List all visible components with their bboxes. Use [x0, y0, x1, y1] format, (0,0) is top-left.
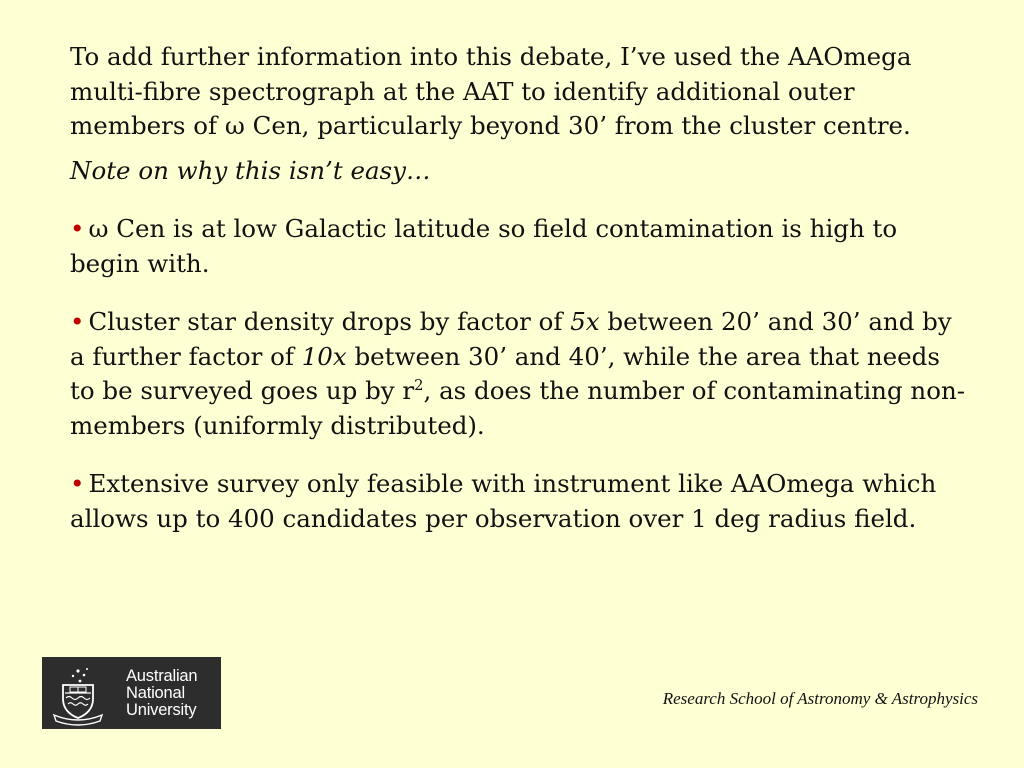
bullet-2-factor-5x: 5x	[570, 307, 600, 336]
bullet-2-text-part1: Cluster star density drops by factor of	[88, 307, 571, 336]
anu-wordmark	[126, 668, 197, 719]
intro-paragraph: To add further information into this debate, I’ve used the AAOmega multi-fibre spectrograph at the AAT to identify additional outer members of ω Cen, particularly beyond 30’ from the cluster centre.	[70, 42, 912, 140]
footer-school-name: Research School of Astronomy & Astrophysics	[662, 689, 978, 708]
bullet-item-2	[70, 305, 970, 443]
bullet-2-text-part2: between 20’ and 30’ and by a further factor of	[70, 307, 952, 371]
anu-logo	[42, 657, 221, 729]
logo-line-1: Australian	[126, 666, 198, 685]
slide-body	[70, 40, 970, 560]
anu-crest-icon	[42, 657, 114, 729]
bullet-3-text: Extensive survey only feasible with instrument like AAOmega which allows up to 400 candidates per observation over 1 deg radius field.	[70, 469, 937, 533]
logo-line-3: University	[126, 700, 197, 719]
bullet-1-text: ω Cen is at low Galactic latitude so field contamination is high to begin with.	[70, 214, 898, 278]
bullet-2-superscript: 2	[414, 377, 424, 395]
bullet-2-text-part4: , as does the number of contaminating non-members (uniformly distributed).	[70, 376, 966, 440]
logo-line-2: National	[126, 683, 185, 702]
bullet-2-factor-10x: 10x	[301, 341, 347, 371]
bullet-item-3	[70, 467, 970, 536]
note-heading: Note on why this isn’t easy…	[70, 155, 431, 185]
bullet-item-1	[70, 212, 970, 281]
bullet-icon: •	[70, 214, 85, 243]
bullet-2-text-part3: between 30’ and 40’, while the area that needs to be surveyed goes up by r	[70, 341, 940, 405]
bullet-icon: •	[70, 469, 85, 498]
bullet-icon: •	[70, 307, 85, 336]
